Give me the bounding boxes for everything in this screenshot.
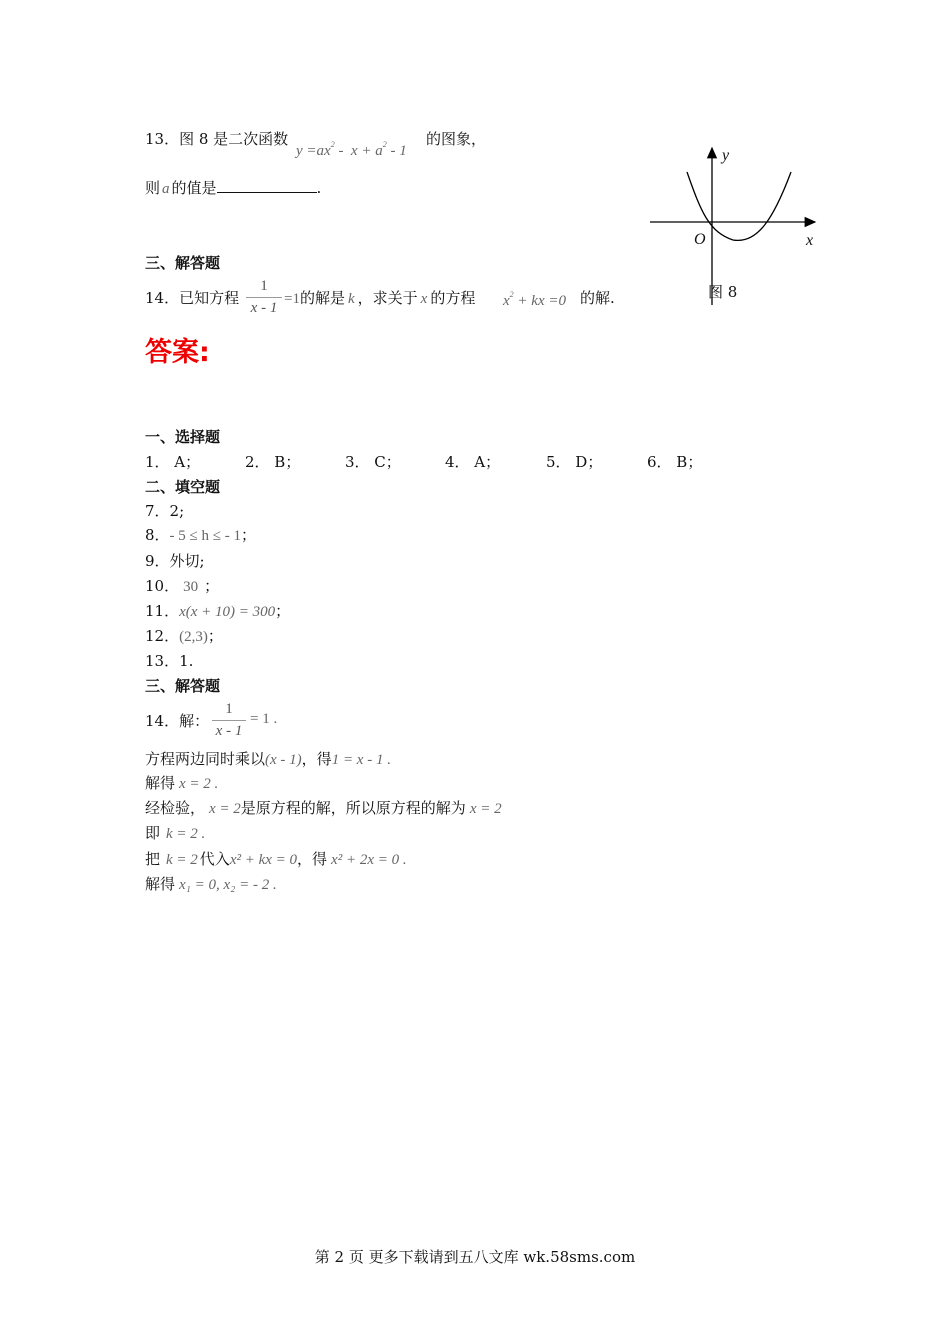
sol-line5-a: 即: [145, 824, 161, 842]
sec1-title: 一、选择题: [145, 428, 221, 446]
mc-answer-3: 3． C；: [345, 453, 401, 471]
q14-lead: 14．已知方程: [145, 289, 240, 307]
sol-line2-b: ，得: [301, 750, 332, 768]
answer-13: 13．1.: [145, 652, 194, 670]
q14-formula: $x^2$ + kx =0: [503, 290, 566, 309]
mc-answer-6: 6． B；: [647, 453, 703, 471]
mc-answer-1: 1． A；: [145, 453, 201, 471]
sol-frac-num: 1: [225, 701, 233, 717]
answer-8-end: ；: [241, 526, 257, 544]
sol-line6-m2: x² + kx = 0: [229, 852, 298, 868]
sol-line5-m: k = 2 .: [166, 826, 206, 842]
answer-9: 9．外切;: [145, 552, 205, 570]
section3-title: 三、解答题: [145, 254, 221, 272]
q14-frac-num: 1: [260, 278, 268, 294]
sol-fraction: [212, 701, 246, 740]
axis-label-x: x: [806, 232, 814, 249]
answer-12-label: 12．: [145, 627, 180, 645]
answer-7: 7．2;: [145, 502, 185, 520]
sol-line4-b: 是原方程的解，所以原方程的解为: [240, 799, 466, 817]
sol-line7: [145, 873, 277, 894]
answer-10-label: 10．: [145, 577, 180, 595]
sec3-title: 三、解答题: [145, 677, 221, 695]
q14-tail: 的解.: [580, 289, 615, 307]
sol-line3-a: 解得: [145, 774, 176, 792]
answer-11-math: x(x + 10) = 300: [179, 604, 276, 620]
sol-line6-m1: k = 2: [166, 852, 198, 868]
q13-formula: $y =ax^2 - x + a^2 - 1$: [296, 140, 407, 159]
sol-frac-den: x - 1: [215, 723, 243, 739]
answer-10-math: 30: [183, 579, 199, 595]
sec2-title: 二、填空题: [145, 478, 221, 496]
answer-11-end: ；: [275, 602, 291, 620]
sol-line1-eq: = 1 .: [250, 711, 278, 727]
q14-frac-den: x - 1: [250, 300, 278, 316]
q13-var-a: a: [162, 181, 170, 197]
q14-mid3: 的方程: [430, 289, 476, 307]
answer-11: [145, 600, 290, 621]
sol-line6-b: 代入: [199, 850, 230, 868]
q14-eq: =1: [284, 291, 300, 307]
answer-12-math: (2,3): [179, 629, 208, 645]
answer-10-end: ；: [204, 577, 220, 595]
mc-answer-5: 5． D；: [546, 453, 603, 471]
answer-8: [145, 524, 256, 545]
q13-answer-blank: [217, 178, 317, 193]
q13-period: .: [316, 179, 322, 197]
q13-tail: 的图象，: [426, 130, 487, 148]
answer-8-math: - 5 ≤ h ≤ - 1: [169, 528, 242, 544]
sol-line6-c: ，得: [297, 850, 328, 868]
sol-line4-m1: x = 2: [209, 801, 241, 817]
sol-line6-a: 把: [145, 850, 161, 868]
q13-line1: [145, 128, 288, 149]
q14-rest: [284, 287, 475, 308]
q14-mid2: ，求关于: [357, 289, 418, 307]
sol-line2-a: 方程两边同时乘以: [145, 750, 266, 768]
figure-caption: 图 8: [708, 283, 738, 301]
fraction-bar: [246, 297, 282, 298]
q13-line2: [145, 177, 321, 198]
sol-line3: [145, 772, 218, 793]
sol-line5: [145, 822, 205, 843]
q14-mid: 的解是: [299, 289, 345, 307]
q13-lead: 13．图 8 是二次函数: [145, 130, 289, 148]
sol-fraction-bar: [212, 720, 246, 721]
answer-12-end: ；: [207, 627, 223, 645]
sol-line3-m: x = 2 .: [179, 776, 219, 792]
q14-var-x: x: [420, 291, 428, 307]
answer-11-label: 11．: [145, 602, 180, 620]
page-footer: 第 2 页 更多下载请到五八文库 wk.58sms.com: [314, 1248, 636, 1266]
sol-line6-m3: x² + 2x = 0 .: [331, 852, 407, 868]
sol-line4-a: 经检验，: [145, 799, 206, 817]
sol-line7-a: 解得: [145, 875, 176, 893]
sol-line4: [145, 797, 502, 818]
axis-label-y: y: [722, 147, 730, 164]
sol-line1-label: 14．解：: [145, 712, 210, 730]
q14-fraction: [246, 278, 282, 317]
answer-10: [145, 575, 219, 596]
sol-line7-m: x₁ = 0, x₂ = - 2 .: [179, 877, 277, 893]
origin-label: O: [694, 231, 706, 248]
q13-then: 则: [145, 179, 161, 197]
answers-title: 答案:: [145, 337, 210, 368]
mc-answer-4: 4． A；: [445, 453, 501, 471]
mc-answer-2: 2． B；: [245, 453, 301, 471]
sol-line2: [145, 748, 391, 769]
q13-value-is: 的值是: [171, 179, 217, 197]
sol-line2-m2: 1 = x - 1 .: [331, 752, 391, 768]
q14-var-k: k: [347, 291, 355, 307]
answer-8-label: 8．: [145, 526, 170, 544]
sol-line4-m2: x = 2: [469, 801, 502, 817]
sol-line2-m1: (x - 1): [265, 752, 302, 768]
answer-12: [145, 625, 223, 646]
sol-line6: [145, 848, 407, 869]
